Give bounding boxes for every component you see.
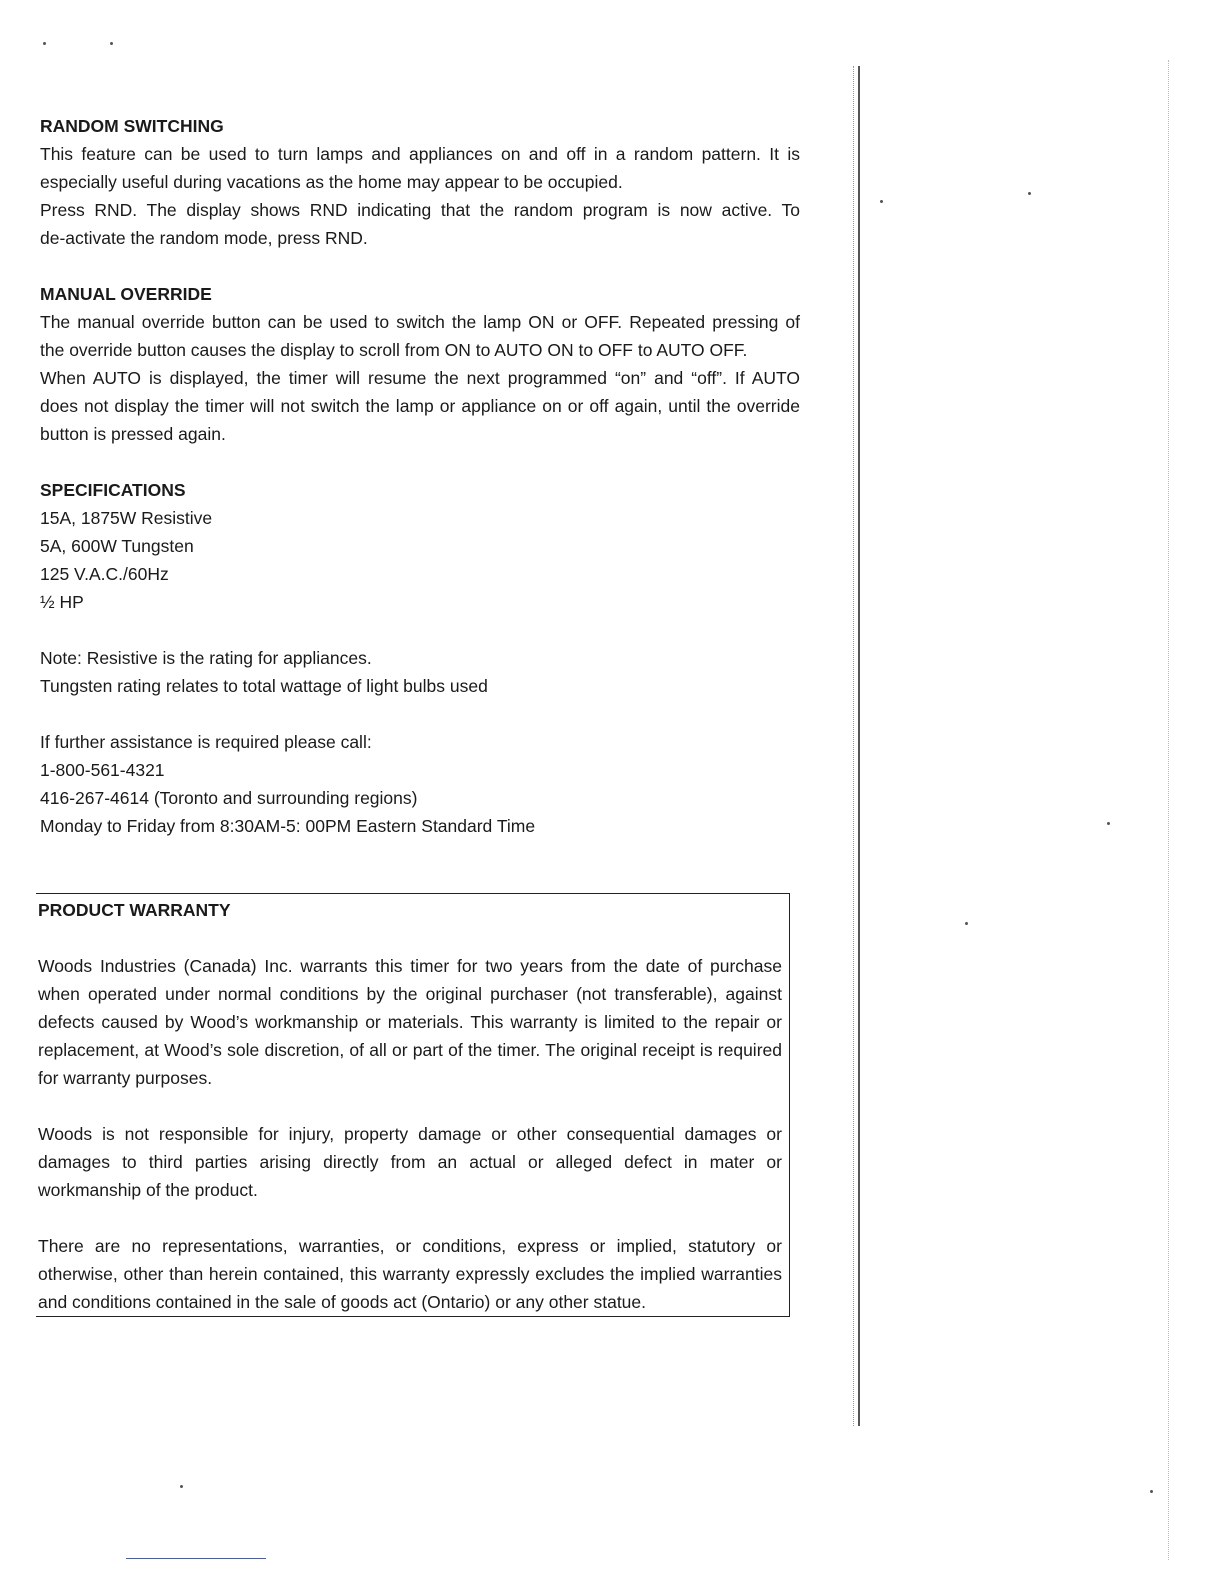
text-line: de-activate the random mode, press RND.: [40, 228, 368, 248]
text-line: when operated under normal conditions by the original purchaser (not transferable), against: [38, 984, 782, 1004]
text-line: This feature can be used to turn lamps and appliances on and off in a random pattern. It is: [40, 144, 800, 164]
scan-speck: [1150, 1490, 1153, 1493]
random-switching-section: [40, 112, 800, 252]
scan-speck: [880, 200, 883, 203]
note-section: [40, 644, 800, 700]
assistance-section: [40, 728, 800, 840]
scan-speck: [1028, 192, 1031, 195]
scan-fold-line: [858, 66, 860, 1426]
specifications-heading: SPECIFICATIONS: [40, 480, 186, 500]
warranty-paragraph-2: [38, 1120, 782, 1204]
spec-item: 15A, 1875W Resistive: [40, 508, 213, 528]
text-line: does not display the timer will not switch the lamp or appliance on or off again, until the override: [40, 396, 800, 416]
warranty-heading: PRODUCT WARRANTY: [38, 900, 231, 920]
random-switching-paragraph-2: [40, 196, 800, 252]
note-line: Tungsten rating relates to total wattage of light bulbs used: [40, 676, 488, 696]
text-line: and conditions contained in the sale of goods act (Ontario) or any other statue.: [38, 1292, 647, 1312]
phone-number-tollfree: 1-800-561-4321: [40, 760, 165, 780]
spec-item: 5A, 600W Tungsten: [40, 536, 194, 556]
scan-speck: [180, 1485, 183, 1488]
text-line: the override button causes the display to scroll from ON to AUTO ON to OFF to AUTO OFF.: [40, 340, 748, 360]
warranty-paragraph-3: [38, 1232, 782, 1316]
manual-override-section: [40, 280, 800, 448]
note-line: Note: Resistive is the rating for appliances.: [40, 648, 372, 668]
scan-speck: [965, 922, 968, 925]
text-line: especially useful during vacations as the home may appear to be occupied.: [40, 172, 623, 192]
scan-fold-dots: [853, 66, 855, 1426]
phone-number-toronto: 416-267-4614 (Toronto and surrounding regions): [40, 788, 418, 808]
support-hours: Monday to Friday from 8:30AM-5: 00PM Eastern Standard Time: [40, 816, 536, 836]
assistance-intro: If further assistance is required please call:: [40, 732, 372, 752]
instructions-body: [40, 112, 800, 868]
scan-speck: [1107, 822, 1110, 825]
text-line: When AUTO is displayed, the timer will resume the next programmed “on” and “off”. If AUTO: [40, 368, 800, 388]
warranty-paragraph-1: [38, 952, 782, 1092]
spec-item: 125 V.A.C./60Hz: [40, 564, 169, 584]
specifications-section: [40, 476, 800, 616]
text-line: The manual override button can be used to switch the lamp ON or OFF. Repeated pressing of: [40, 312, 800, 332]
warranty-section: [38, 896, 782, 1344]
text-line: otherwise, other than herein contained, this warranty expressly excludes the implied warranties: [38, 1264, 782, 1284]
random-switching-heading: RANDOM SWITCHING: [40, 116, 224, 136]
text-line: Woods is not responsible for injury, property damage or other consequential damages or: [38, 1124, 782, 1144]
manual-override-paragraph: [40, 308, 800, 448]
random-switching-paragraph-1: [40, 140, 800, 196]
text-line: button is pressed again.: [40, 424, 226, 444]
text-line: There are no representations, warranties, or conditions, express or implied, statutory or: [38, 1236, 782, 1256]
text-line: for warranty purposes.: [38, 1068, 213, 1088]
manual-override-heading: MANUAL OVERRIDE: [40, 284, 212, 304]
text-line: replacement, at Wood’s sole discretion, of all or part of the timer. The original receipt is required: [38, 1040, 782, 1060]
scan-bottom-mark: [126, 1558, 266, 1559]
text-line: workmanship of the product.: [38, 1180, 258, 1200]
scan-speck: [43, 42, 46, 45]
text-line: Press RND. The display shows RND indicating that the random program is now active. To: [40, 200, 800, 220]
spec-item: ½ HP: [40, 592, 84, 612]
scan-speck: [110, 42, 113, 45]
text-line: Woods Industries (Canada) Inc. warrants this timer for two years from the date of purchase: [38, 956, 782, 976]
text-line: damages to third parties arising directly from an actual or alleged defect in mater or: [38, 1152, 782, 1172]
scan-right-edge: [1168, 60, 1170, 1560]
text-line: defects caused by Wood’s workmanship or materials. This warranty is limited to the repair or: [38, 1012, 782, 1032]
